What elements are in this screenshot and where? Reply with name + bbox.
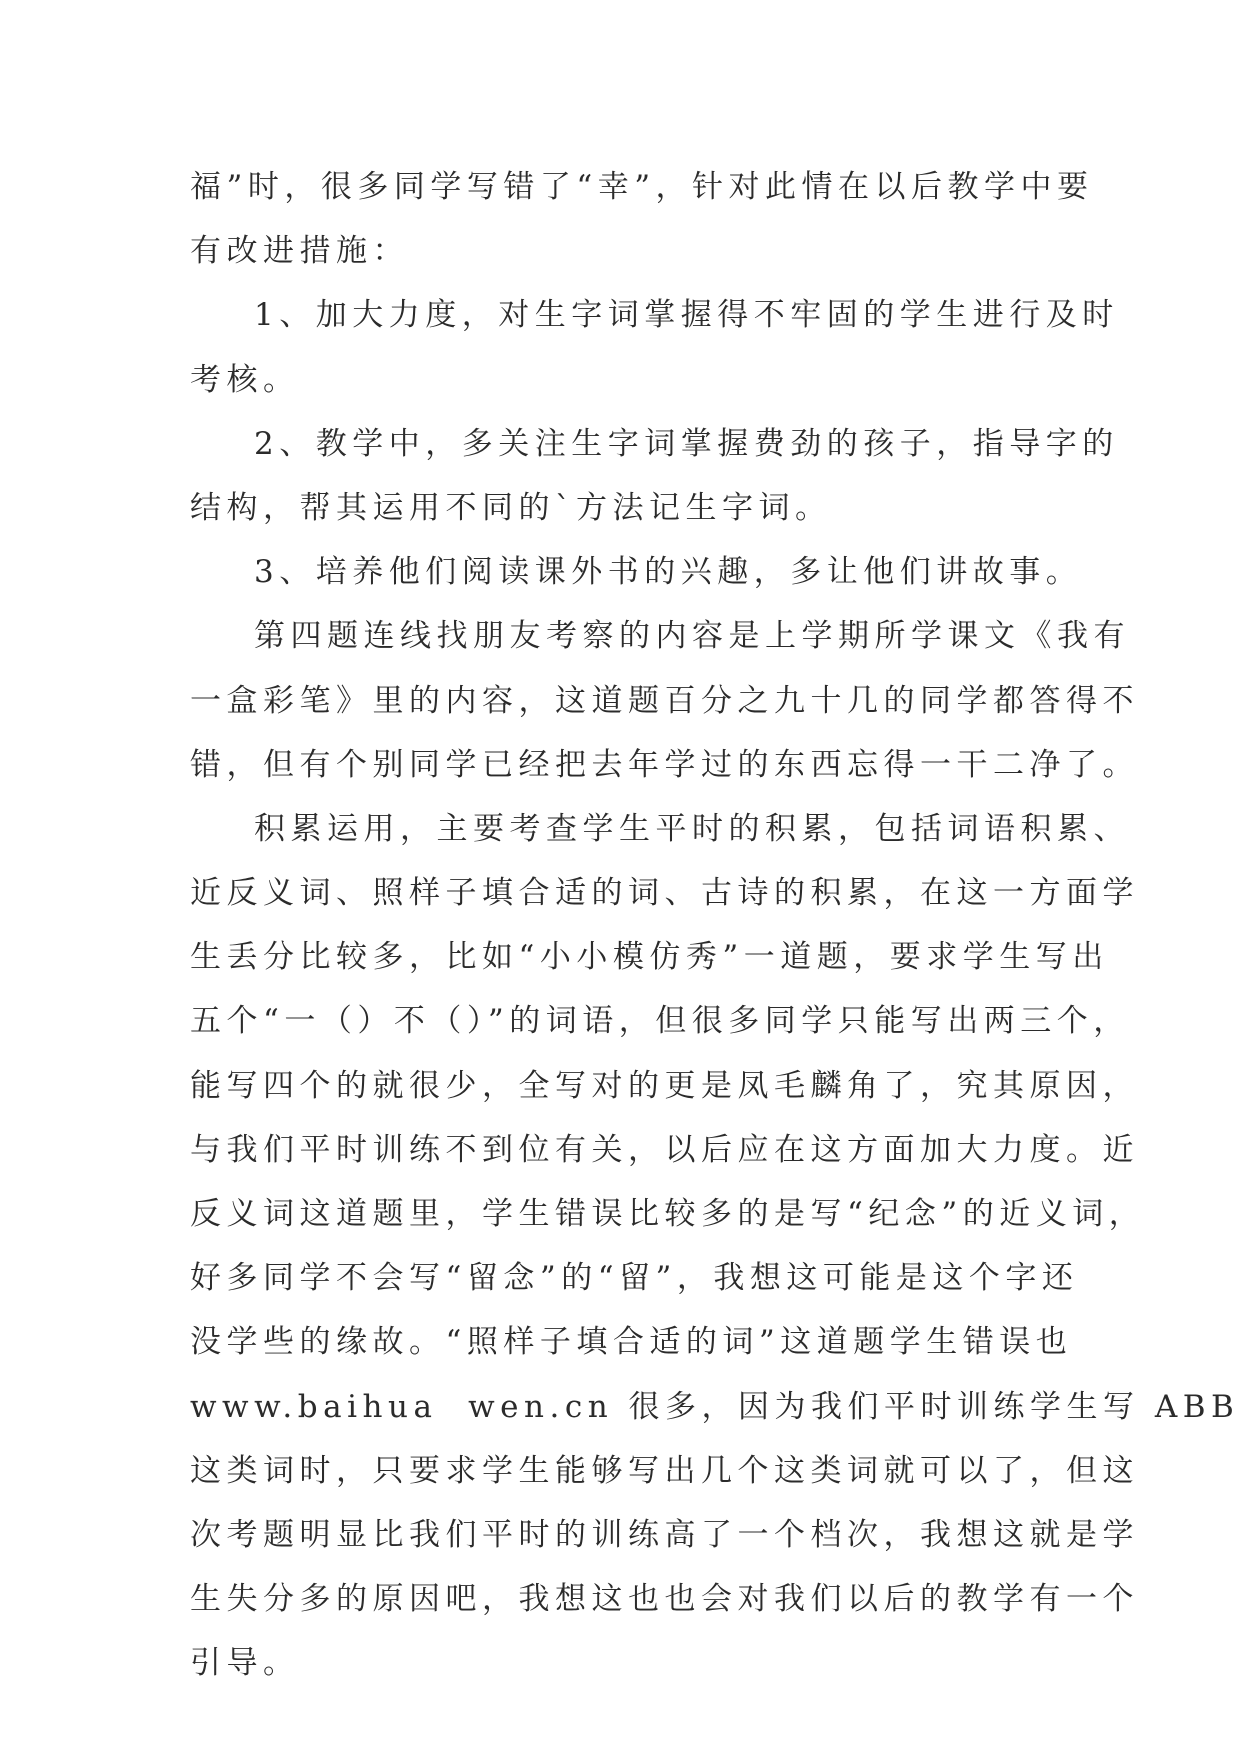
text-line: 与我们平时训练不到位有关，以后应在这方面加大力度。近 xyxy=(190,1131,1139,1168)
text-line: 生失分多的原因吧，我想这也也会对我们以后的教学有一个 xyxy=(190,1581,1139,1618)
text-line: 错，但有个别同学已经把去年学过的东西忘得一干二净了。 xyxy=(190,746,1139,783)
list-item-2-line: 2、教学中，多关注生字词掌握费劲的孩子，指导字的 xyxy=(254,425,1119,462)
text-line: 能写四个的就很少，全写对的更是凤毛麟角了，究其原因， xyxy=(190,1067,1139,1104)
text-line: 结构，帮其运用不同的`方法记生字词。 xyxy=(190,489,832,526)
text-line: 有改进措施： xyxy=(190,233,409,270)
text-line: 五个“一（）不（）”的词语，但很多同学只能写出两三个， xyxy=(190,1003,1130,1040)
text-line: 考核。 xyxy=(190,361,300,398)
text-line: 一盒彩笔》里的内容，这道题百分之九十几的同学都答得不 xyxy=(190,682,1139,719)
text-line: 好多同学不会写“留念”的“留”，我想这可能是这个字还 xyxy=(190,1260,1079,1297)
text-line: 次考题明显比我们平时的训练高了一个档次，我想这就是学 xyxy=(190,1516,1139,1553)
list-item-1-line: 1、加大力度，对生字词掌握得不牢固的学生进行及时 xyxy=(254,297,1119,334)
text-line: 引导。 xyxy=(190,1645,300,1682)
text-line: 没学些的缘故。“照样子填合适的词”这道题学生错误也 xyxy=(190,1324,1073,1361)
text-line: 近反义词、照样子填合适的词、古诗的积累，在这一方面学 xyxy=(190,875,1139,912)
text-line: www.baihua wen.cn 很多，因为我们平时训练学生写 ABB xyxy=(190,1388,1240,1425)
list-item-3-line: 3、培养他们阅读课外书的兴趣，多让他们讲故事。 xyxy=(254,554,1083,591)
paragraph-start-line: 积累运用，主要考查学生平时的积累，包括词语积累、 xyxy=(254,810,1130,847)
text-line: 生丢分比较多，比如“小小模仿秀”一道题，要求学生写出 xyxy=(190,939,1109,976)
paragraph-start-line: 第四题连线找朋友考察的内容是上学期所学课文《我有 xyxy=(254,618,1130,655)
body-text xyxy=(190,155,1240,1696)
text-line: 福”时，很多同学写错了“幸”，针对此情在以后教学中要 xyxy=(190,169,1094,205)
text-line: 这类词时，只要求学生能够写出几个这类词就可以了，但这 xyxy=(190,1452,1139,1489)
text-line: 反义词这道题里，学生错误比较多的是写“纪念”的近义词， xyxy=(190,1196,1146,1232)
